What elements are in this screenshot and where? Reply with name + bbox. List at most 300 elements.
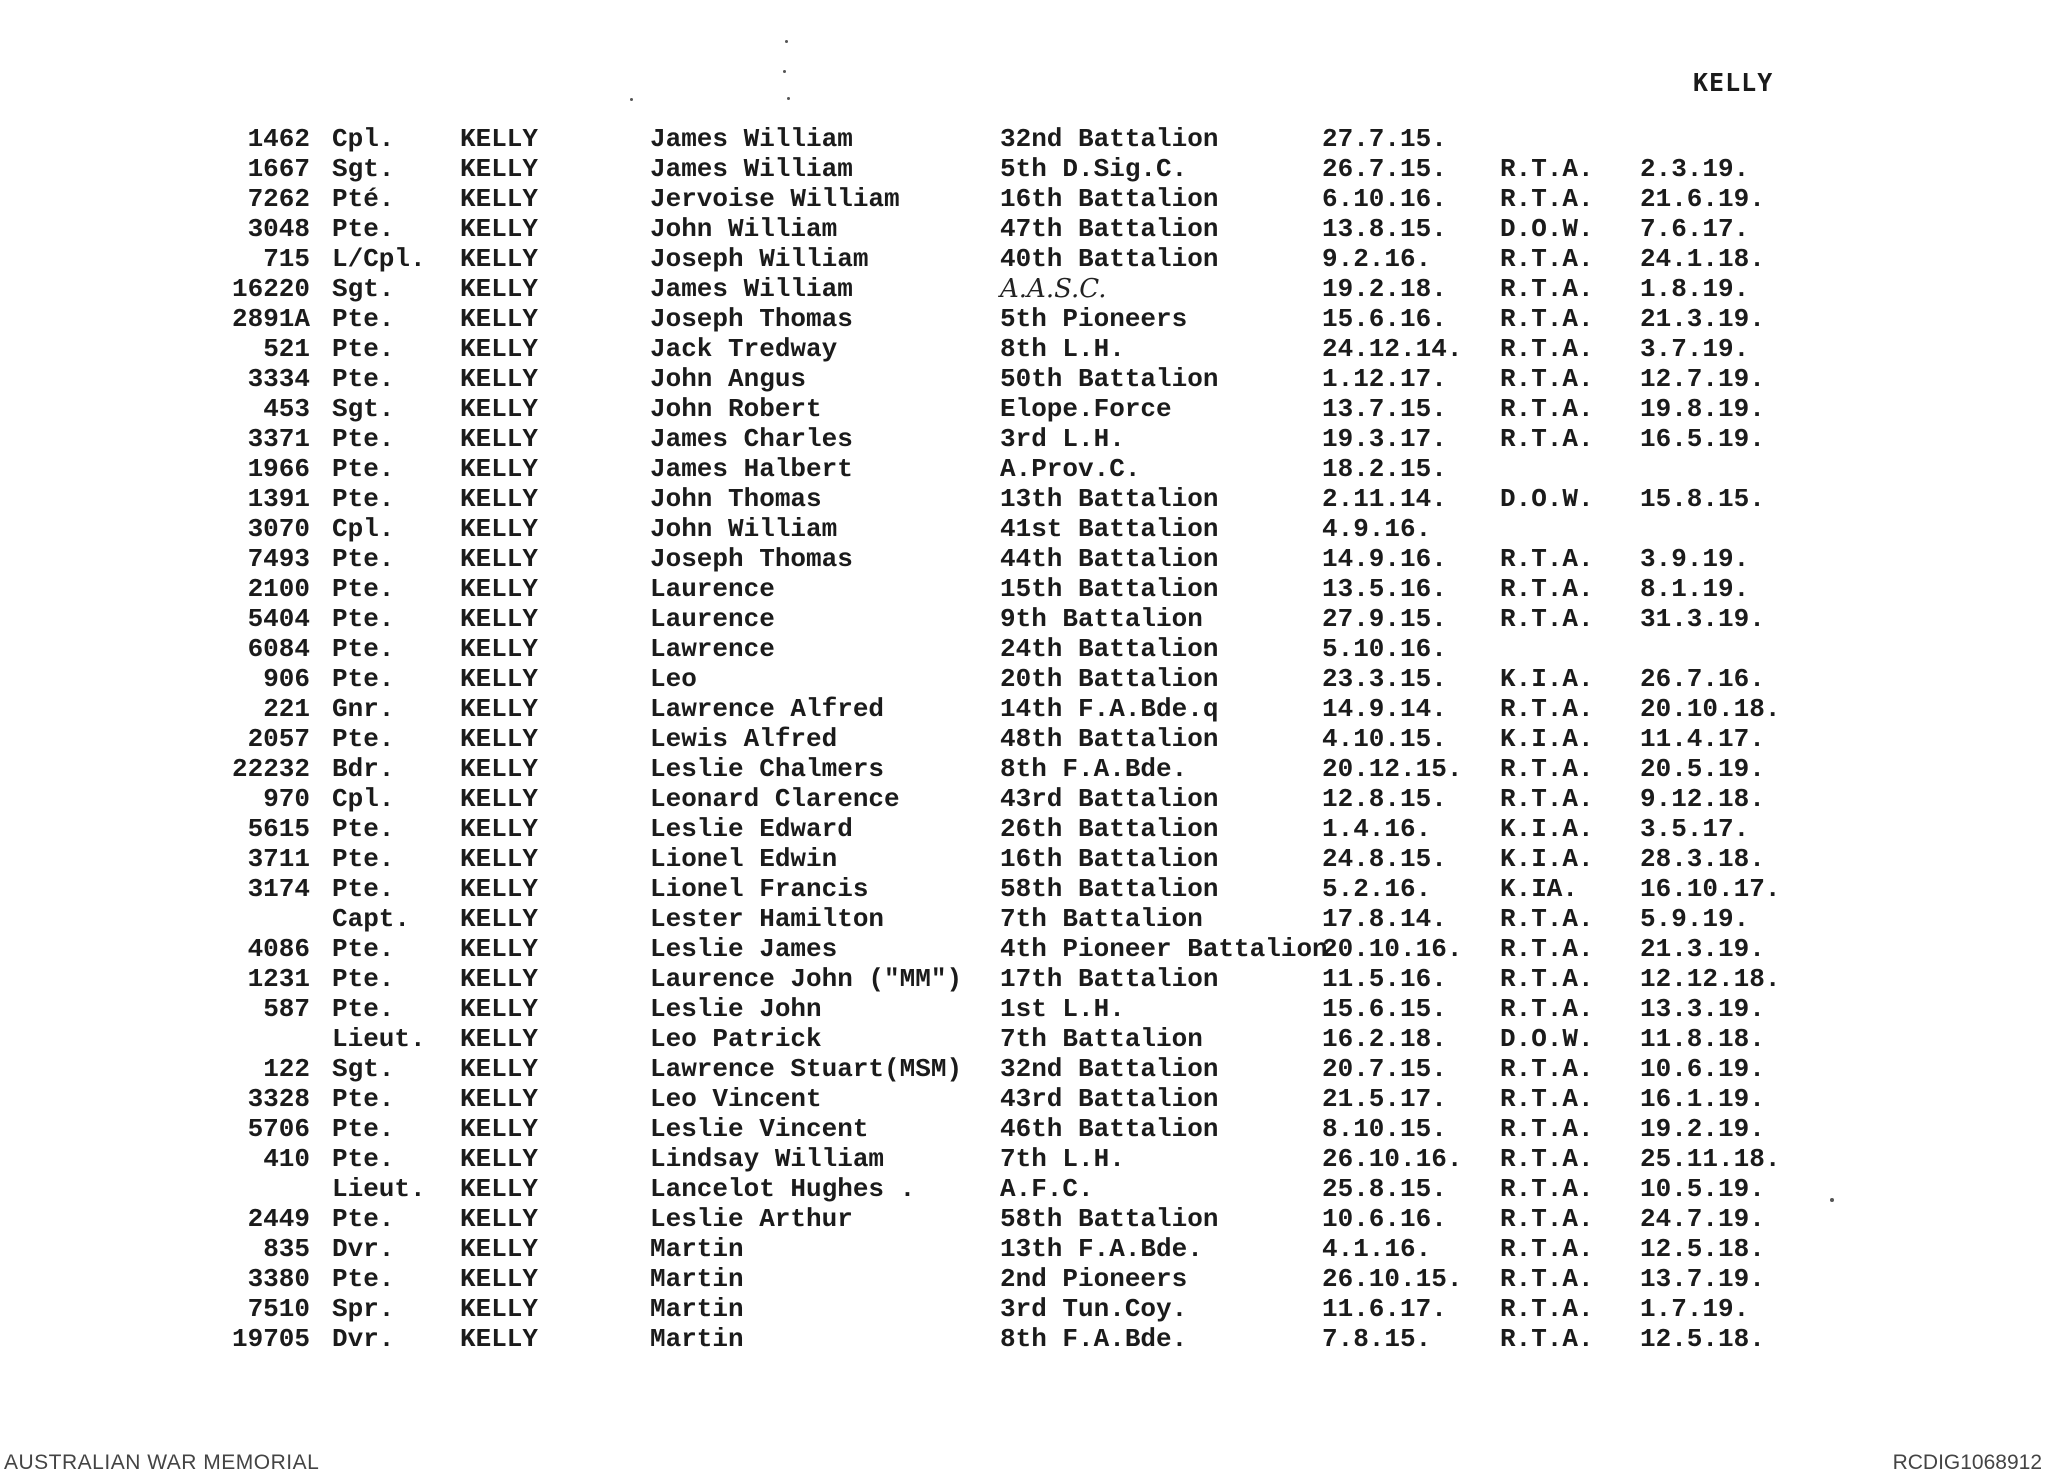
- enlistment-date: 15.6.16.: [1322, 304, 1447, 334]
- fate: R.T.A.: [1500, 1324, 1594, 1354]
- enlistment-date: 19.3.17.: [1322, 424, 1447, 454]
- unit: 24th Battalion: [1000, 634, 1219, 664]
- enlistment-date: 20.12.15.: [1322, 754, 1463, 784]
- rank: Pte.: [332, 574, 395, 604]
- fate-date: 3.5.17.: [1640, 814, 1750, 844]
- surname: KELLY: [460, 814, 539, 844]
- unit: 58th Battalion: [1000, 1204, 1219, 1234]
- archive-reference-id: RCDIG1068912: [1892, 1451, 2042, 1474]
- rank: Pte.: [332, 304, 395, 334]
- enlistment-date: 13.5.16.: [1322, 574, 1447, 604]
- fate: R.T.A.: [1500, 244, 1594, 274]
- scan-speck: [787, 97, 790, 100]
- roll-entry-row: [0, 934, 2048, 964]
- enlistment-date: 15.6.15.: [1322, 994, 1447, 1024]
- rank: Bdr.: [332, 754, 395, 784]
- enlistment-date: 2.11.14.: [1322, 484, 1447, 514]
- unit: 13th F.A.Bde.: [1000, 1234, 1203, 1264]
- surname: KELLY: [460, 874, 539, 904]
- fate: K.IA.: [1500, 874, 1579, 904]
- service-number: 1667: [247, 154, 310, 184]
- rank: Cpl.: [332, 124, 395, 154]
- fate: R.T.A.: [1500, 184, 1594, 214]
- unit: 26th Battalion: [1000, 814, 1219, 844]
- service-number: 6084: [247, 634, 310, 664]
- roll-entry-row: [0, 454, 2048, 484]
- roll-entry-row: [0, 1324, 2048, 1354]
- given-names: Leslie Edward: [650, 814, 853, 844]
- surname: KELLY: [460, 334, 539, 364]
- unit: 8th F.A.Bde.: [1000, 754, 1188, 784]
- roll-entry-row: [0, 904, 2048, 934]
- given-names: Lester Hamilton: [650, 904, 885, 934]
- roll-entry-row: [0, 514, 2048, 544]
- roll-entry-row: [0, 484, 2048, 514]
- roll-entry-row: [0, 1234, 2048, 1264]
- scan-speck: [785, 40, 788, 43]
- given-names: Martin: [650, 1234, 744, 1264]
- surname: KELLY: [460, 304, 539, 334]
- enlistment-date: 4.10.15.: [1322, 724, 1447, 754]
- unit: 41st Battalion: [1000, 514, 1219, 544]
- fate: R.T.A.: [1500, 1114, 1594, 1144]
- rank: Pte.: [332, 1264, 395, 1294]
- unit: 43rd Battalion: [1000, 784, 1219, 814]
- rank: Spr.: [332, 1294, 395, 1324]
- fate-date: 12.5.18.: [1640, 1324, 1765, 1354]
- surname: KELLY: [460, 754, 539, 784]
- service-number: 3711: [247, 844, 310, 874]
- roll-entry-row: [0, 694, 2048, 724]
- rank: Pte.: [332, 994, 395, 1024]
- fate-date: 9.12.18.: [1640, 784, 1765, 814]
- service-number: 3334: [247, 364, 310, 394]
- surname: KELLY: [460, 184, 539, 214]
- rank: Pte.: [332, 664, 395, 694]
- enlistment-date: 26.7.15.: [1322, 154, 1447, 184]
- roll-entry-row: [0, 1144, 2048, 1174]
- scan-speck: [783, 70, 786, 73]
- surname: KELLY: [460, 1144, 539, 1174]
- service-number: 7510: [247, 1294, 310, 1324]
- enlistment-date: 20.7.15.: [1322, 1054, 1447, 1084]
- fate-date: 19.2.19.: [1640, 1114, 1765, 1144]
- roll-entry-row: [0, 544, 2048, 574]
- fate-date: 3.9.19.: [1640, 544, 1750, 574]
- surname: KELLY: [460, 664, 539, 694]
- unit: 40th Battalion: [1000, 244, 1219, 274]
- rank: Lieut.: [332, 1024, 426, 1054]
- enlistment-date: 14.9.14.: [1322, 694, 1447, 724]
- service-number: 521: [263, 334, 310, 364]
- unit: 3rd L.H.: [1000, 424, 1125, 454]
- rank: Sgt.: [332, 1054, 395, 1084]
- service-number: 3174: [247, 874, 310, 904]
- surname: KELLY: [460, 904, 539, 934]
- unit: 16th Battalion: [1000, 184, 1219, 214]
- enlistment-date: 13.7.15.: [1322, 394, 1447, 424]
- enlistment-date: 5.10.16.: [1322, 634, 1447, 664]
- roll-entry-row: [0, 124, 2048, 154]
- unit: 13th Battalion: [1000, 484, 1219, 514]
- fate-date: 10.5.19.: [1640, 1174, 1765, 1204]
- fate-date: 8.1.19.: [1640, 574, 1750, 604]
- given-names: Jervoise William: [650, 184, 900, 214]
- unit: 15th Battalion: [1000, 574, 1219, 604]
- service-number: 3048: [247, 214, 310, 244]
- given-names: Martin: [650, 1294, 744, 1324]
- rank: Pte.: [332, 1084, 395, 1114]
- roll-entry-row: [0, 1084, 2048, 1114]
- unit: 5th Pioneers: [1000, 304, 1188, 334]
- unit: 32nd Battalion: [1000, 124, 1219, 154]
- unit: 43rd Battalion: [1000, 1084, 1219, 1114]
- rank: Pte.: [332, 214, 395, 244]
- enlistment-date: 14.9.16.: [1322, 544, 1447, 574]
- fate-date: 24.1.18.: [1640, 244, 1765, 274]
- enlistment-date: 16.2.18.: [1322, 1024, 1447, 1054]
- surname: KELLY: [460, 1204, 539, 1234]
- surname: KELLY: [460, 424, 539, 454]
- roll-entry-row: [0, 844, 2048, 874]
- enlistment-date: 13.8.15.: [1322, 214, 1447, 244]
- enlistment-date: 21.5.17.: [1322, 1084, 1447, 1114]
- unit: 4th Pioneer Battalion: [1000, 934, 1328, 964]
- unit: 9th Battalion: [1000, 604, 1203, 634]
- given-names: Leslie Vincent: [650, 1114, 869, 1144]
- rank: Pte.: [332, 424, 395, 454]
- unit: 8th L.H.: [1000, 334, 1125, 364]
- roll-entry-row: [0, 184, 2048, 214]
- fate-date: 21.3.19.: [1640, 304, 1765, 334]
- unit: 17th Battalion: [1000, 964, 1219, 994]
- surname: KELLY: [460, 484, 539, 514]
- fate-date: 15.8.15.: [1640, 484, 1765, 514]
- fate: R.T.A.: [1500, 1054, 1594, 1084]
- unit: 5th D.Sig.C.: [1000, 154, 1188, 184]
- given-names: Martin: [650, 1264, 744, 1294]
- enlistment-date: 11.6.17.: [1322, 1294, 1447, 1324]
- service-number: 2057: [247, 724, 310, 754]
- surname: KELLY: [460, 994, 539, 1024]
- enlistment-date: 9.2.16.: [1322, 244, 1432, 274]
- roll-entry-row: [0, 304, 2048, 334]
- surname: KELLY: [460, 1084, 539, 1114]
- enlistment-date: 18.2.15.: [1322, 454, 1447, 484]
- enlistment-date: 1.4.16.: [1322, 814, 1432, 844]
- fate-date: 24.7.19.: [1640, 1204, 1765, 1234]
- unit: 3rd Tun.Coy.: [1000, 1294, 1188, 1324]
- fate: R.T.A.: [1500, 1264, 1594, 1294]
- service-number: 715: [263, 244, 310, 274]
- service-number: 2891A: [231, 304, 310, 334]
- enlistment-date: 26.10.16.: [1322, 1144, 1463, 1174]
- surname: KELLY: [460, 1234, 539, 1264]
- surname: KELLY: [460, 724, 539, 754]
- roll-entry-row: [0, 1024, 2048, 1054]
- given-names: Lindsay William: [650, 1144, 885, 1174]
- fate: K.I.A.: [1500, 844, 1594, 874]
- surname: KELLY: [460, 964, 539, 994]
- rank: Capt.: [332, 904, 411, 934]
- service-number: 1231: [247, 964, 310, 994]
- fate: R.T.A.: [1500, 904, 1594, 934]
- surname: KELLY: [460, 1294, 539, 1324]
- rank: Pte.: [332, 1144, 395, 1174]
- rank: Gnr.: [332, 694, 395, 724]
- roll-entry-row: [0, 664, 2048, 694]
- roll-entry-row: [0, 874, 2048, 904]
- fate: R.T.A.: [1500, 394, 1594, 424]
- fate: R.T.A.: [1500, 934, 1594, 964]
- unit: A.Prov.C.: [1000, 454, 1141, 484]
- fate: R.T.A.: [1500, 994, 1594, 1024]
- fate-date: 13.7.19.: [1640, 1264, 1765, 1294]
- enlistment-date: 4.1.16.: [1322, 1234, 1432, 1264]
- service-number: 2100: [247, 574, 310, 604]
- fate-date: 21.3.19.: [1640, 934, 1765, 964]
- given-names: John William: [650, 514, 838, 544]
- service-number: 3380: [247, 1264, 310, 1294]
- unit: 44th Battalion: [1000, 544, 1219, 574]
- fate-date: 19.8.19.: [1640, 394, 1765, 424]
- given-names: Leslie James: [650, 934, 838, 964]
- enlistment-date: 17.8.14.: [1322, 904, 1447, 934]
- rank: Pte.: [332, 964, 395, 994]
- roll-entry-row: [0, 1264, 2048, 1294]
- nominal-roll-list: [0, 124, 2048, 1354]
- roll-entry-row: [0, 574, 2048, 604]
- given-names: Jack Tredway: [650, 334, 838, 364]
- roll-entry-row: [0, 424, 2048, 454]
- service-number: 453: [263, 394, 310, 424]
- fate: R.T.A.: [1500, 784, 1594, 814]
- surname: KELLY: [460, 124, 539, 154]
- surname: KELLY: [460, 514, 539, 544]
- enlistment-date: 27.7.15.: [1322, 124, 1447, 154]
- unit: 7th Battalion: [1000, 1024, 1203, 1054]
- rank: Lieut.: [332, 1174, 426, 1204]
- fate-date: 28.3.18.: [1640, 844, 1765, 874]
- service-number: 16220: [231, 274, 310, 304]
- fate: R.T.A.: [1500, 1174, 1594, 1204]
- fate: R.T.A.: [1500, 1204, 1594, 1234]
- roll-entry-row: [0, 154, 2048, 184]
- given-names: Laurence: [650, 574, 775, 604]
- fate-date: 5.9.19.: [1640, 904, 1750, 934]
- roll-entry-row: [0, 364, 2048, 394]
- rank: Pte.: [332, 364, 395, 394]
- surname: KELLY: [460, 1324, 539, 1354]
- enlistment-date: 10.6.16.: [1322, 1204, 1447, 1234]
- roll-entry-row: [0, 274, 2048, 304]
- rank: Pte.: [332, 334, 395, 364]
- rank: Pte.: [332, 604, 395, 634]
- rank: Pté.: [332, 184, 395, 214]
- given-names: John Thomas: [650, 484, 822, 514]
- service-number: 5706: [247, 1114, 310, 1144]
- service-number: 1462: [247, 124, 310, 154]
- fate-date: 20.5.19.: [1640, 754, 1765, 784]
- roll-entry-row: [0, 394, 2048, 424]
- roll-entry-row: [0, 634, 2048, 664]
- unit: 16th Battalion: [1000, 844, 1219, 874]
- surname: KELLY: [460, 454, 539, 484]
- service-number: 5404: [247, 604, 310, 634]
- enlistment-date: 6.10.16.: [1322, 184, 1447, 214]
- surname: KELLY: [460, 694, 539, 724]
- service-number: 2449: [247, 1204, 310, 1234]
- service-number: 1966: [247, 454, 310, 484]
- fate-date: 1.7.19.: [1640, 1294, 1750, 1324]
- fate-date: 31.3.19.: [1640, 604, 1765, 634]
- fate-date: 20.10.18.: [1640, 694, 1781, 724]
- fate: R.T.A.: [1500, 604, 1594, 634]
- roll-entry-row: [0, 244, 2048, 274]
- fate-date: 3.7.19.: [1640, 334, 1750, 364]
- given-names: Lawrence: [650, 634, 775, 664]
- unit: 47th Battalion: [1000, 214, 1219, 244]
- surname: KELLY: [460, 1174, 539, 1204]
- enlistment-date: 11.5.16.: [1322, 964, 1447, 994]
- service-number: 5615: [247, 814, 310, 844]
- surname: KELLY: [460, 1024, 539, 1054]
- given-names: Martin: [650, 1324, 744, 1354]
- given-names: James Halbert: [650, 454, 853, 484]
- service-number: 970: [263, 784, 310, 814]
- given-names: Leslie John: [650, 994, 822, 1024]
- fate: R.T.A.: [1500, 964, 1594, 994]
- roll-entry-row: [0, 1174, 2048, 1204]
- given-names: Leslie Arthur: [650, 1204, 853, 1234]
- roll-entry-row: [0, 724, 2048, 754]
- roll-entry-row: [0, 214, 2048, 244]
- fate-date: 13.3.19.: [1640, 994, 1765, 1024]
- given-names: Laurence: [650, 604, 775, 634]
- fate-date: 10.6.19.: [1640, 1054, 1765, 1084]
- surname: KELLY: [460, 394, 539, 424]
- surname: KELLY: [460, 1054, 539, 1084]
- service-number: 7262: [247, 184, 310, 214]
- fate: R.T.A.: [1500, 334, 1594, 364]
- unit: 20th Battalion: [1000, 664, 1219, 694]
- roll-entry-row: [0, 1054, 2048, 1084]
- fate-date: 12.5.18.: [1640, 1234, 1765, 1264]
- rank: Sgt.: [332, 274, 395, 304]
- service-number: 835: [263, 1234, 310, 1264]
- rank: Pte.: [332, 874, 395, 904]
- fate-date: 11.8.18.: [1640, 1024, 1765, 1054]
- fate: K.I.A.: [1500, 724, 1594, 754]
- fate-date: 7.6.17.: [1640, 214, 1750, 244]
- service-number: 410: [263, 1144, 310, 1174]
- rank: Dvr.: [332, 1234, 395, 1264]
- fate-date: 1.8.19.: [1640, 274, 1750, 304]
- rank: Pte.: [332, 1114, 395, 1144]
- rank: Dvr.: [332, 1324, 395, 1354]
- unit: 46th Battalion: [1000, 1114, 1219, 1144]
- given-names: James William: [650, 274, 853, 304]
- given-names: Lewis Alfred: [650, 724, 838, 754]
- fate-date: 16.5.19.: [1640, 424, 1765, 454]
- service-number: 906: [263, 664, 310, 694]
- enlistment-date: 20.10.16.: [1322, 934, 1463, 964]
- fate-date: 25.11.18.: [1640, 1144, 1781, 1174]
- archive-source-label: AUSTRALIAN WAR MEMORIAL: [4, 1451, 320, 1474]
- fate: R.T.A.: [1500, 544, 1594, 574]
- given-names: James William: [650, 154, 853, 184]
- rank: Pte.: [332, 814, 395, 844]
- fate-date: 21.6.19.: [1640, 184, 1765, 214]
- given-names: Joseph Thomas: [650, 544, 853, 574]
- surname: KELLY: [460, 154, 539, 184]
- surname: KELLY: [460, 244, 539, 274]
- given-names: John Robert: [650, 394, 822, 424]
- given-names: Lionel Edwin: [650, 844, 838, 874]
- unit: 14th F.A.Bde.q: [1000, 694, 1219, 724]
- surname: KELLY: [460, 274, 539, 304]
- surname: KELLY: [460, 214, 539, 244]
- roll-entry-row: [0, 784, 2048, 814]
- roll-entry-row: [0, 994, 2048, 1024]
- enlistment-date: 24.8.15.: [1322, 844, 1447, 874]
- fate: D.O.W.: [1500, 214, 1594, 244]
- given-names: Joseph Thomas: [650, 304, 853, 334]
- enlistment-date: 12.8.15.: [1322, 784, 1447, 814]
- enlistment-date: 1.12.17.: [1322, 364, 1447, 394]
- enlistment-date: 24.12.14.: [1322, 334, 1463, 364]
- service-number: 3328: [247, 1084, 310, 1114]
- given-names: John Angus: [650, 364, 807, 394]
- fate-date: 11.4.17.: [1640, 724, 1765, 754]
- given-names: Lawrence Alfred: [650, 694, 885, 724]
- given-names: Leslie Chalmers: [650, 754, 885, 784]
- scan-speck: [630, 98, 633, 101]
- fate: R.T.A.: [1500, 1084, 1594, 1114]
- fate: R.T.A.: [1500, 754, 1594, 784]
- service-number: 221: [263, 694, 310, 724]
- enlistment-date: 5.2.16.: [1322, 874, 1432, 904]
- rank: Cpl.: [332, 514, 395, 544]
- page-surname-title: KELLY: [1693, 68, 1774, 97]
- unit: Elope.Force: [1000, 394, 1172, 424]
- enlistment-date: 7.8.15.: [1322, 1324, 1432, 1354]
- enlistment-date: 4.9.16.: [1322, 514, 1432, 544]
- given-names: Lionel Francis: [650, 874, 869, 904]
- given-names: Joseph William: [650, 244, 869, 274]
- service-number: 7493: [247, 544, 310, 574]
- surname: KELLY: [460, 1264, 539, 1294]
- unit: 2nd Pioneers: [1000, 1264, 1188, 1294]
- surname: KELLY: [460, 844, 539, 874]
- service-number: 19705: [231, 1324, 310, 1354]
- fate-date: 16.10.17.: [1640, 874, 1781, 904]
- service-number: 22232: [231, 754, 310, 784]
- enlistment-date: 27.9.15.: [1322, 604, 1447, 634]
- service-number: 1391: [247, 484, 310, 514]
- fate-date: 12.7.19.: [1640, 364, 1765, 394]
- rank: Pte.: [332, 544, 395, 574]
- surname: KELLY: [460, 634, 539, 664]
- given-names: James William: [650, 124, 853, 154]
- rank: Pte.: [332, 634, 395, 664]
- fate: R.T.A.: [1500, 304, 1594, 334]
- fate-date: 2.3.19.: [1640, 154, 1750, 184]
- service-number: 122: [263, 1054, 310, 1084]
- service-number: 587: [263, 994, 310, 1024]
- given-names: Leo Patrick: [650, 1024, 822, 1054]
- fate-date: 12.12.18.: [1640, 964, 1781, 994]
